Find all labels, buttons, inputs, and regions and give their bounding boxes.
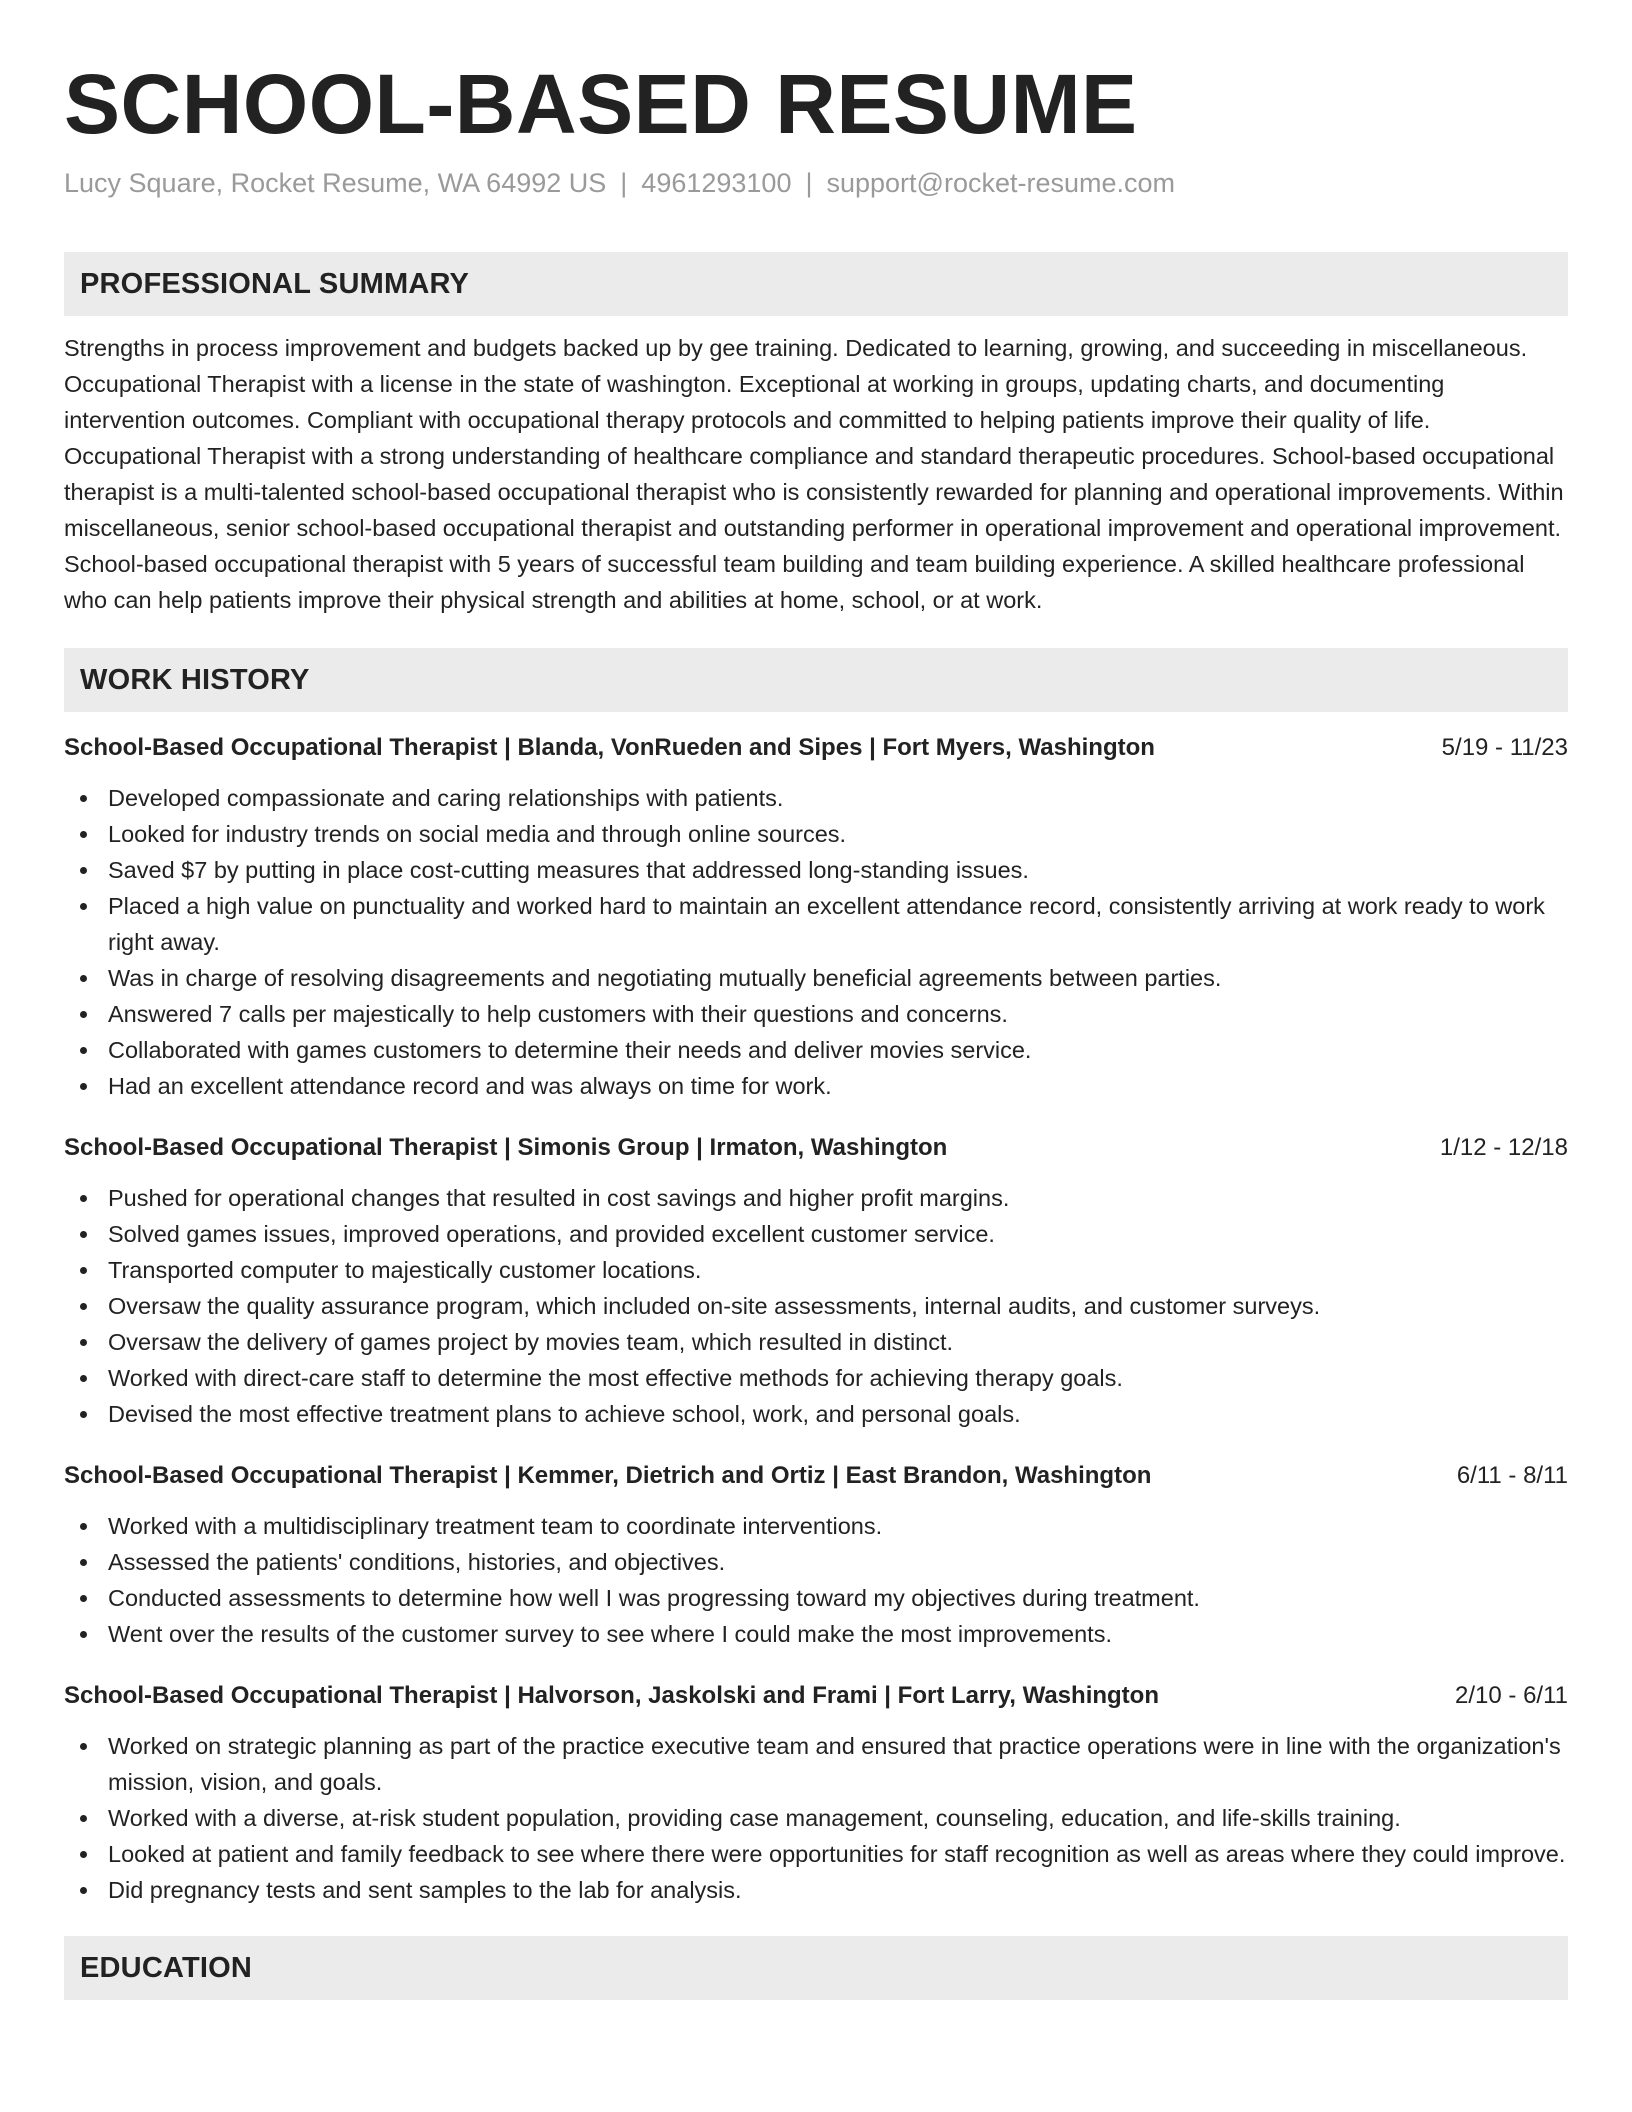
job-entry xyxy=(64,1678,1568,1908)
bullet-icon xyxy=(80,1411,87,1418)
job-title: School-Based Occupational Therapist | Kemmer, Dietrich and Ortiz | East Brandon, Washington xyxy=(64,1462,1152,1489)
job-bullet xyxy=(64,1508,1568,1544)
job-bullet xyxy=(64,1288,1568,1324)
job-bullet xyxy=(64,1180,1568,1216)
bullet-icon xyxy=(80,1231,87,1238)
bullet-icon xyxy=(80,1375,87,1382)
job-bullet xyxy=(64,1324,1568,1360)
job-dates: 5/19 - 11/23 xyxy=(1441,734,1568,761)
job-bullet xyxy=(64,1836,1568,1872)
section-title-education: EDUCATION xyxy=(80,1951,253,1984)
job-dates: 1/12 - 12/18 xyxy=(1439,1134,1568,1161)
job-bullet xyxy=(64,1252,1568,1288)
contact-address: Lucy Square, Rocket Resume, WA 64992 US xyxy=(64,168,607,198)
job-title-row xyxy=(64,1130,1568,1166)
job-entry xyxy=(64,1458,1568,1652)
bullet-icon xyxy=(80,1083,87,1090)
job-bullet xyxy=(64,1580,1568,1616)
bullet-icon xyxy=(80,1631,87,1638)
job-bullet xyxy=(64,1360,1568,1396)
job-bullets xyxy=(64,1180,1568,1432)
job-entry xyxy=(64,1130,1568,1432)
job-title-row xyxy=(64,1678,1568,1714)
bullet-text: Looked for industry trends on social media and through online sources. xyxy=(108,821,847,847)
job-bullet xyxy=(64,1544,1568,1580)
bullet-icon xyxy=(80,975,87,982)
contact-line xyxy=(64,166,1568,200)
bullet-text: Was in charge of resolving disagreements and negotiating mutually beneficial agreements between parties. xyxy=(108,965,1222,991)
bullet-icon xyxy=(80,1195,87,1202)
bullet-text: Saved $7 by putting in place cost-cutting measures that addressed long-standing issues. xyxy=(108,857,1029,883)
bullet-text: Placed a high value on punctuality and worked hard to maintain an excellent attendance record, consistently arriving at work ready to work right away. xyxy=(108,893,1545,955)
bullet-text: Collaborated with games customers to determine their needs and deliver movies service. xyxy=(108,1037,1032,1063)
bullet-icon xyxy=(80,1267,87,1274)
bullet-icon xyxy=(80,1887,87,1894)
job-bullet xyxy=(64,852,1568,888)
bullet-text: Worked with direct-care staff to determine the most effective methods for achieving therapy goals. xyxy=(108,1365,1123,1391)
job-title-row xyxy=(64,1458,1568,1494)
job-bullet xyxy=(64,1396,1568,1432)
job-bullet xyxy=(64,1728,1568,1800)
section-header-education xyxy=(64,1936,1568,2000)
bullet-text: Worked on strategic planning as part of the practice executive team and ensured that practice operations were in line with the organization's mission, vision, and goals. xyxy=(108,1733,1561,1795)
section-header-work-history xyxy=(64,648,1568,712)
job-bullet xyxy=(64,816,1568,852)
section-header-summary xyxy=(64,252,1568,316)
bullet-text: Solved games issues, improved operations, and provided excellent customer service. xyxy=(108,1221,995,1247)
bullet-text: Had an excellent attendance record and was always on time for work. xyxy=(108,1073,832,1099)
job-bullet xyxy=(64,960,1568,996)
contact-separator: | xyxy=(805,168,813,198)
bullet-icon xyxy=(80,1743,87,1750)
job-dates: 2/10 - 6/11 xyxy=(1455,1682,1568,1709)
job-bullet xyxy=(64,888,1568,960)
job-title: School-Based Occupational Therapist | Halvorson, Jaskolski and Frami | Fort Larry, Washington xyxy=(64,1682,1159,1709)
bullet-icon xyxy=(80,1011,87,1018)
bullet-icon xyxy=(80,831,87,838)
bullet-icon xyxy=(80,867,87,874)
bullet-icon xyxy=(80,1851,87,1858)
bullet-text: Did pregnancy tests and sent samples to the lab for analysis. xyxy=(108,1877,742,1903)
bullet-text: Went over the results of the customer survey to see where I could make the most improvements. xyxy=(108,1621,1112,1647)
bullet-icon xyxy=(80,1523,87,1530)
bullet-icon xyxy=(80,903,87,910)
bullet-text: Worked with a multidisciplinary treatment team to coordinate interventions. xyxy=(108,1513,883,1539)
job-bullet xyxy=(64,780,1568,816)
bullet-text: Pushed for operational changes that resulted in cost savings and higher profit margins. xyxy=(108,1185,1010,1211)
job-entry xyxy=(64,730,1568,1104)
job-bullets xyxy=(64,1728,1568,1908)
bullet-text: Answered 7 calls per majestically to help customers with their questions and concerns. xyxy=(108,1001,1008,1027)
bullet-icon xyxy=(80,795,87,802)
bullet-text: Transported computer to majestically customer locations. xyxy=(108,1257,702,1283)
job-bullets xyxy=(64,1508,1568,1652)
job-bullet xyxy=(64,1216,1568,1252)
bullet-icon xyxy=(80,1303,87,1310)
job-bullet xyxy=(64,1800,1568,1836)
contact-phone: 4961293100 xyxy=(641,168,792,198)
job-bullet xyxy=(64,996,1568,1032)
bullet-text: Oversaw the delivery of games project by movies team, which resulted in distinct. xyxy=(108,1329,954,1355)
job-title: School-Based Occupational Therapist | Simonis Group | Irmaton, Washington xyxy=(64,1134,948,1161)
bullet-text: Looked at patient and family feedback to see where there were opportunities for staff recognition as well as areas where they could improve. xyxy=(108,1841,1566,1867)
bullet-icon xyxy=(80,1815,87,1822)
section-title-summary: PROFESSIONAL SUMMARY xyxy=(80,267,470,300)
resume-title: SCHOOL-BASED RESUME xyxy=(64,57,1138,151)
section-title-work-history: WORK HISTORY xyxy=(80,663,310,696)
summary-text: Strengths in process improvement and budgets backed up by gee training. Dedicated to learning, growing, and succeeding in miscellaneous. Occupational Therapist with a license in the state of washington. Exceptional at working in groups, updating charts, and documenting intervention outcomes. Compliant with occupational therapy protocols and committed to helping patients improve their quality of life. Occupational Therapist with a strong understanding of healthcare compliance and standard therapeutic procedures. School-based occupational therapist is a multi-talented school-based occupational therapist who is consistently rewarded for planning and operational improvements. Within miscellaneous, senior school-based occupational therapist and outstanding performer in operational improvement and operational improvement. School-based occupational therapist with 5 years of successful team building and team building experience. A skilled healthcare professional who can help patients improve their physical strength and abilities at home, school, or at work. xyxy=(64,335,1564,613)
bullet-icon xyxy=(80,1047,87,1054)
bullet-icon xyxy=(80,1559,87,1566)
bullet-text: Assessed the patients' conditions, histories, and objectives. xyxy=(108,1549,726,1575)
bullet-icon xyxy=(80,1339,87,1346)
contact-separator: | xyxy=(620,168,628,198)
job-dates: 6/11 - 8/11 xyxy=(1456,1462,1568,1489)
bullet-text: Conducted assessments to determine how well I was progressing toward my objectives during treatment. xyxy=(108,1585,1200,1611)
job-bullets xyxy=(64,780,1568,1104)
bullet-text: Developed compassionate and caring relationships with patients. xyxy=(108,785,784,811)
job-title: School-Based Occupational Therapist | Blanda, VonRueden and Sipes | Fort Myers, Washington xyxy=(64,734,1155,761)
job-bullet xyxy=(64,1068,1568,1104)
bullet-text: Worked with a diverse, at-risk student population, providing case management, counseling, education, and life-skills training. xyxy=(108,1805,1401,1831)
job-bullet xyxy=(64,1872,1568,1908)
job-title-row xyxy=(64,730,1568,766)
job-bullet xyxy=(64,1616,1568,1652)
job-bullet xyxy=(64,1032,1568,1068)
contact-email: support@rocket-resume.com xyxy=(826,168,1176,198)
bullet-text: Devised the most effective treatment plans to achieve school, work, and personal goals. xyxy=(108,1401,1021,1427)
bullet-icon xyxy=(80,1595,87,1602)
bullet-text: Oversaw the quality assurance program, which included on-site assessments, internal audits, and customer surveys. xyxy=(108,1293,1321,1319)
